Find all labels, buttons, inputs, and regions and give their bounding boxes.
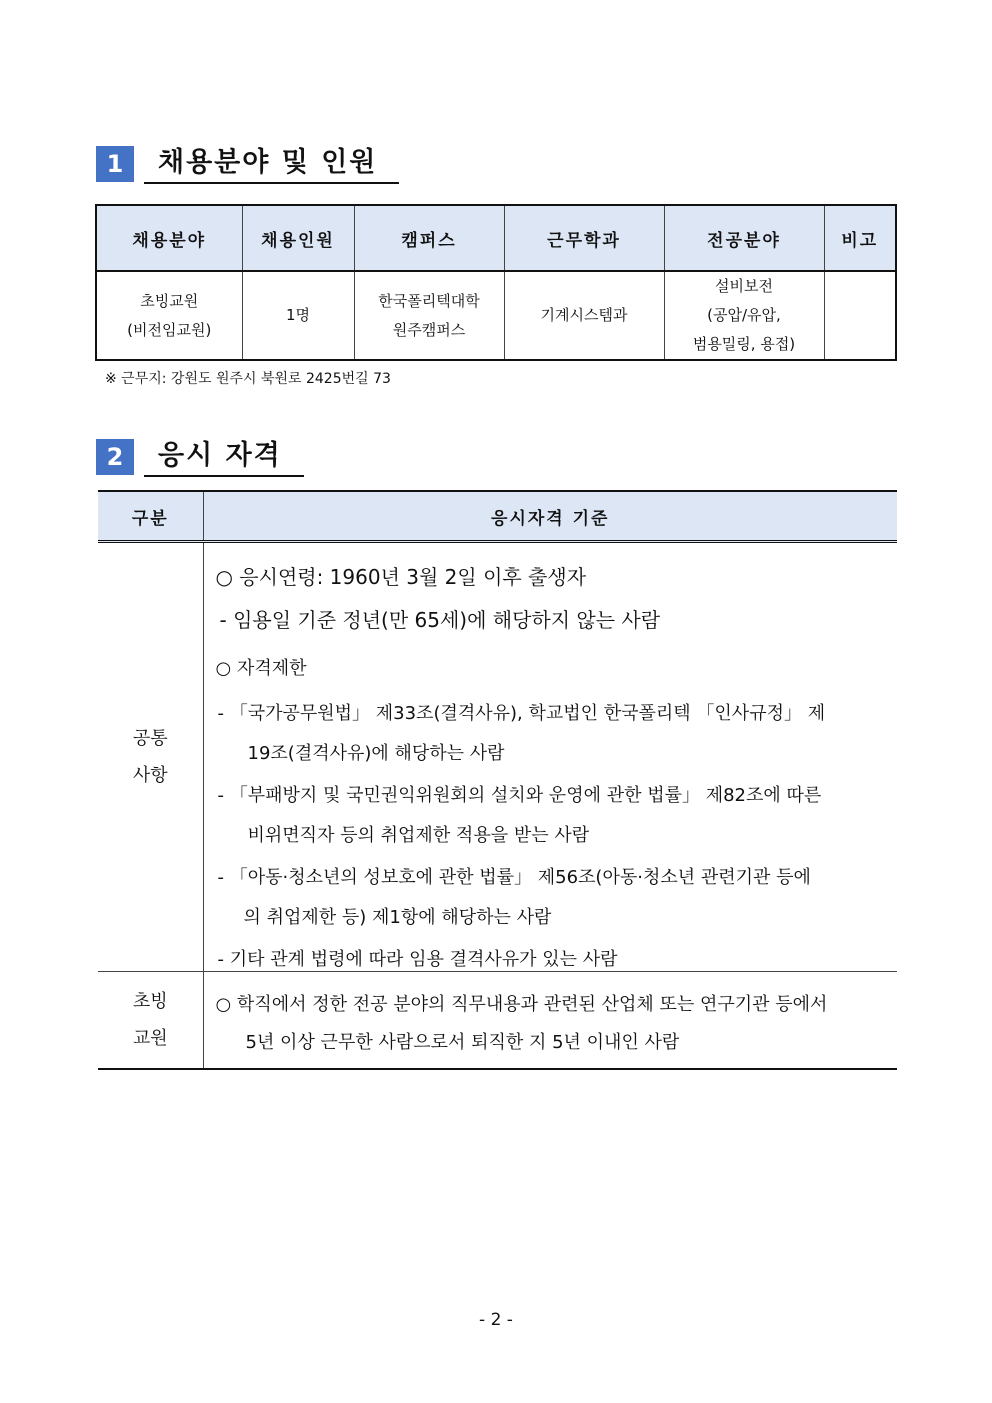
- cell-field-line: (비전임교원): [127, 320, 212, 339]
- header-count: 채용인원: [242, 205, 354, 271]
- cell-dept: 기계시스템과: [504, 271, 664, 360]
- qualification-table-header: [98, 491, 897, 542]
- header-criteria: 응시자격 기준: [203, 491, 897, 542]
- header-major: 전공분야: [664, 205, 824, 271]
- criteria-common: [203, 542, 897, 972]
- criteria-line: - 「국가공무원법」 제33조(결격사유), 학교법인 한국폴리텍 「인사규정」 제: [217, 703, 826, 724]
- section-1-number: 1: [96, 146, 134, 182]
- table-row: [98, 542, 897, 972]
- category-line: 공통: [132, 728, 168, 749]
- cell-field-line: 초빙교원: [140, 291, 199, 310]
- criteria-line: ○ 응시연령: 1960년 3월 2일 이후 출생자: [215, 565, 587, 589]
- cell-major-line: 범용밀링, 용접): [692, 335, 796, 353]
- category-line: 교원: [132, 1028, 168, 1049]
- section-2-title: 응시 자격: [144, 439, 304, 477]
- table-row: [98, 972, 897, 1070]
- category-line: 초빙: [132, 991, 168, 1012]
- category-common: [98, 542, 203, 972]
- section-2-number: 2: [96, 439, 134, 475]
- cell-campus-line: 원주캠퍼스: [392, 320, 466, 339]
- criteria-line: - 「아동·청소년의 성보호에 관한 법률」 제56조(아동·청소년 관련기관 등에: [217, 867, 811, 888]
- criteria-line: ○ 자격제한: [215, 658, 307, 679]
- header-dept: 근무학과: [504, 205, 664, 271]
- header-category: 구분: [98, 491, 203, 542]
- criteria-line: - 「부패방지 및 국민권익위원회의 설치와 운영에 관한 법률」 제82조에 따른: [217, 785, 822, 806]
- cell-campus: [354, 271, 504, 360]
- cell-campus-line: 한국폴리텍대학: [378, 291, 480, 310]
- criteria-line: 5년 이상 근무한 사람으로서 퇴직한 지 5년 이내인 사람: [245, 1032, 680, 1053]
- page-number: - 2 -: [479, 1310, 513, 1330]
- cell-count: 1명: [242, 271, 354, 360]
- criteria-line: 비위면직자 등의 취업제한 적용을 받는 사람: [247, 825, 590, 846]
- recruitment-table-header: [96, 205, 896, 271]
- recruitment-table: [95, 204, 897, 361]
- criteria-line: - 기타 관계 법령에 따라 임용 결격사유가 있는 사람: [217, 949, 618, 970]
- section-1-title: 채용분야 및 인원: [144, 146, 399, 184]
- category-invited: [98, 972, 203, 1070]
- cell-field: [96, 271, 242, 360]
- header-campus: 캠퍼스: [354, 205, 504, 271]
- header-field: 채용분야: [96, 205, 242, 271]
- workplace-footnote: ※ 근무지: 강원도 원주시 북원로 2425번길 73: [105, 371, 391, 387]
- criteria-invited: [203, 972, 897, 1070]
- cell-major-line: (공압/유압,: [707, 306, 781, 324]
- criteria-line: 의 취업제한 등) 제1항에 해당하는 사람: [243, 907, 552, 928]
- criteria-line: ○ 학직에서 정한 전공 분야의 직무내용과 관련된 산업체 또는 연구기관 등에서: [215, 994, 828, 1015]
- category-line: 사항: [132, 765, 168, 786]
- cell-major: [664, 271, 824, 360]
- table-row: [96, 271, 896, 360]
- cell-note: [824, 271, 896, 360]
- qualification-table: [98, 490, 897, 1070]
- criteria-line: - 임용일 기준 정년(만 65세)에 해당하지 않는 사람: [219, 608, 661, 632]
- criteria-line: 19조(결격사유)에 해당하는 사람: [247, 743, 505, 764]
- header-note: 비고: [824, 205, 896, 271]
- cell-major-line: 설비보전: [715, 277, 773, 295]
